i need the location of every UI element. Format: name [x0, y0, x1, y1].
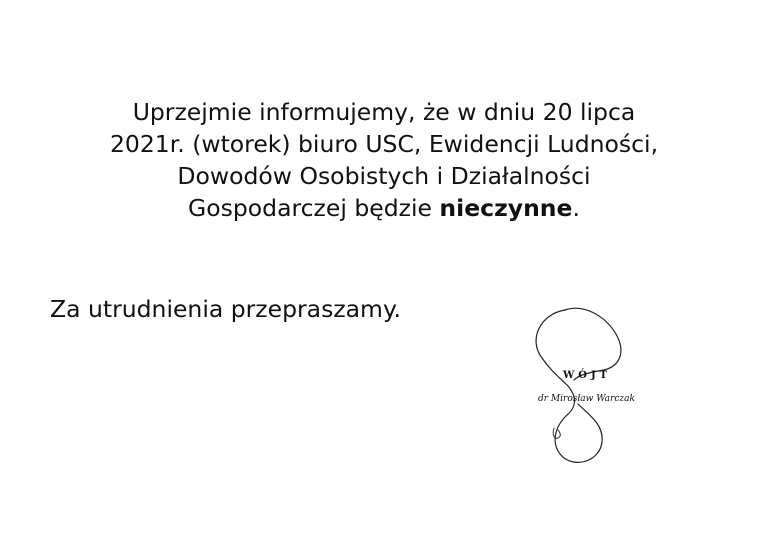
stamp-name: dr Mirosław Warczak: [538, 394, 635, 404]
stamp-title: WÓJT: [563, 370, 612, 381]
handwritten-signature: [520, 300, 670, 470]
notice-line-4: [40, 192, 728, 224]
notice-line-2: 2021r. (wtorek) biuro USC, Ewidencji Ludności,: [109, 130, 659, 158]
notice-line-3: Dowodów Osobistych i Działalności: [177, 162, 591, 190]
notice-line-4-prefix: Gospodarczej będzie: [188, 194, 440, 222]
notice-line-1: Uprzejmie informujemy, że w dniu 20 lipca: [132, 98, 636, 126]
notice-text: [40, 96, 728, 224]
notice-line-4-suffix: .: [572, 194, 580, 222]
apology-text: Za utrudnienia przepraszamy.: [50, 295, 401, 323]
signature-block: [520, 300, 670, 470]
closed-emphasis: nieczynne: [439, 194, 573, 222]
